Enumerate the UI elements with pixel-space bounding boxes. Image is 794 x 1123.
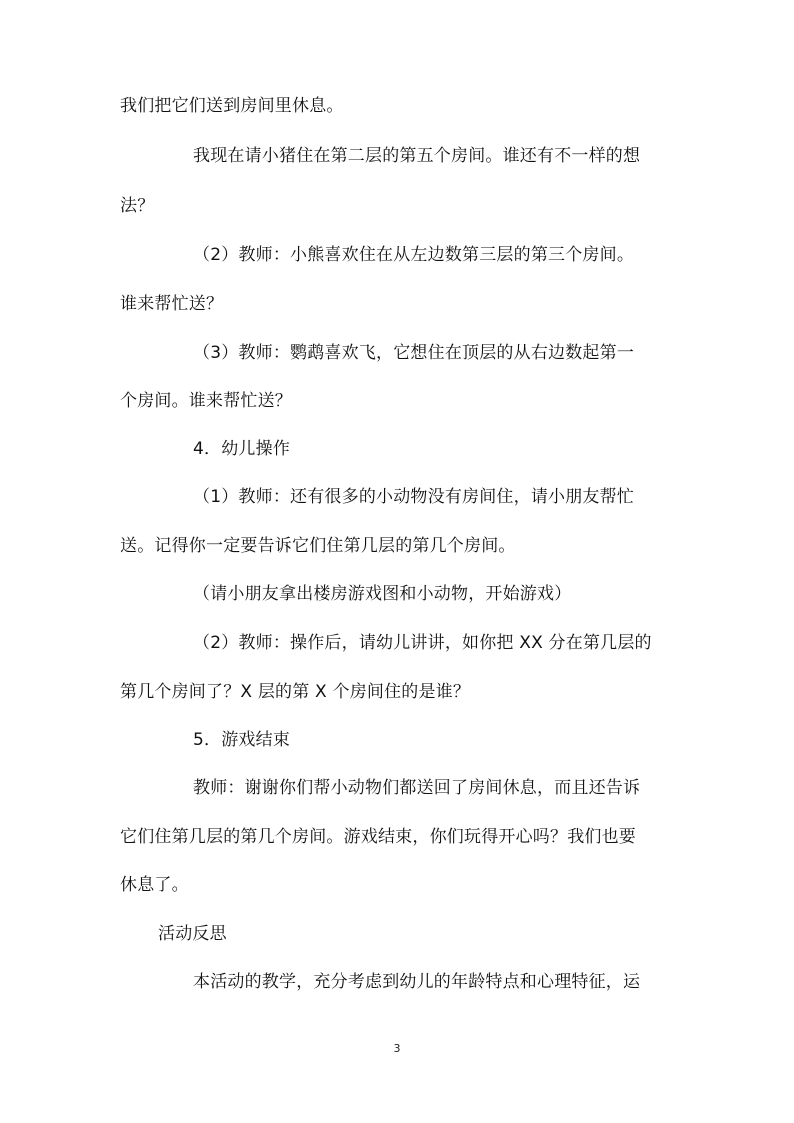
section-heading-reflection: 活动反思 xyxy=(158,924,227,944)
text-line-4: （2）教师：小熊喜欢住在从左边数第三层的第三个房间。 xyxy=(193,245,635,265)
text-line-16: 它们住第几层的第几个房间。游戏结束，你们玩得开心吗？我们也要 xyxy=(120,827,636,847)
section-heading-5: 5．游戏结束 xyxy=(193,730,291,750)
text-line-11: （请小朋友拿出楼房游戏图和小动物，开始游戏） xyxy=(193,584,572,604)
text-line-7: 个房间。谁来帮忙送？ xyxy=(120,391,292,411)
text-line-9: （1）教师：还有很多的小动物没有房间住，请小朋友帮忙 xyxy=(193,487,635,507)
text-line-10: 送。记得你一定要告诉它们住第几层的第几个房间。 xyxy=(120,536,516,556)
text-line-3: 法？ xyxy=(120,196,155,216)
text-line-6: （3）教师：鹦鹉喜欢飞，它想住在顶层的从右边数起第一 xyxy=(193,343,635,363)
text-line-5: 谁来帮忙送？ xyxy=(120,294,224,314)
text-line-13: 第几个房间了？X 层的第 X 个房间住的是谁？ xyxy=(120,682,471,702)
text-line-2: 我现在请小猪住在第二层的第五个房间。谁还有不一样的想 xyxy=(193,146,641,166)
text-line-1: 我们把它们送到房间里休息。 xyxy=(120,96,344,116)
text-line-17: 休息了。 xyxy=(120,875,189,895)
text-line-19: 本活动的教学，充分考虑到幼儿的年龄特点和心理特征，运 xyxy=(193,972,641,992)
text-line-12: （2）教师：操作后，请幼儿讲讲，如你把 XX 分在第几层的 xyxy=(193,633,652,653)
page-number: 3 xyxy=(393,1042,401,1055)
section-heading-4: 4．幼儿操作 xyxy=(193,439,291,459)
text-line-15: 教师：谢谢你们帮小动物们都送回了房间休息，而且还告诉 xyxy=(193,778,641,798)
